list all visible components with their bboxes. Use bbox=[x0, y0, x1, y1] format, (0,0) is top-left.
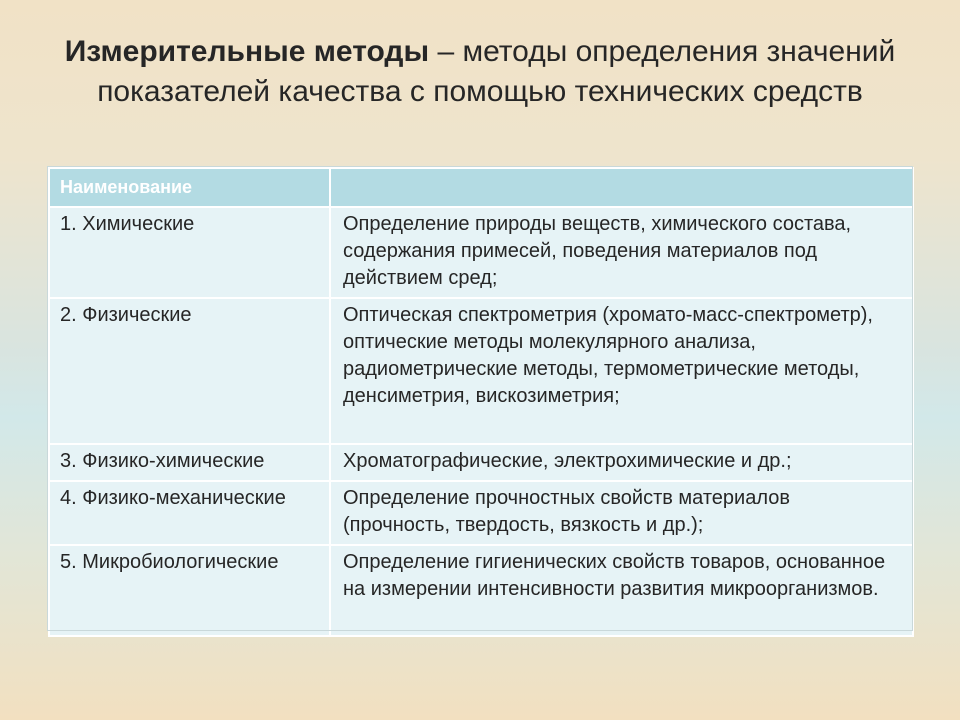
slide-title-bold: Измерительные методы bbox=[64, 35, 430, 68]
table-row bbox=[49, 444, 913, 481]
method-description: Определение гигиенических свойств товаров, основанное на измерении интенсивности развития микроорганизмов. bbox=[330, 545, 913, 636]
method-description: Определение природы веществ, химического состава, содержания примесей, поведения материалов под действием сред; bbox=[330, 207, 913, 298]
method-name: 5. Микробиологические bbox=[49, 545, 330, 636]
methods-table bbox=[48, 167, 914, 637]
method-name: 4. Физико-механические bbox=[49, 481, 330, 545]
header-description bbox=[330, 168, 913, 207]
method-name: 1. Химические bbox=[49, 207, 330, 298]
slide-title-rest: – методы определения значений показателей качества с помощью технических средств bbox=[97, 35, 896, 108]
table-header-row bbox=[49, 168, 913, 207]
method-description: Определение прочностных свойств материалов (прочность, твердость, вязкость и др.); bbox=[330, 481, 913, 545]
slide-title bbox=[40, 32, 920, 112]
table-row bbox=[49, 481, 913, 545]
method-description: Хроматографические, электрохимические и др.; bbox=[330, 444, 913, 481]
method-name: 2. Физические bbox=[49, 298, 330, 444]
table-row bbox=[49, 207, 913, 298]
method-name: 3. Физико-химические bbox=[49, 444, 330, 481]
table-row bbox=[49, 545, 913, 636]
method-description: Оптическая спектрометрия (хромато-масс-спектрометр), оптические методы молекулярного анализа, радиометрические методы, термометрические методы, денсиметрия, вискозиметрия; bbox=[330, 298, 913, 444]
header-name: Наименование bbox=[49, 168, 330, 207]
table-row bbox=[49, 298, 913, 444]
